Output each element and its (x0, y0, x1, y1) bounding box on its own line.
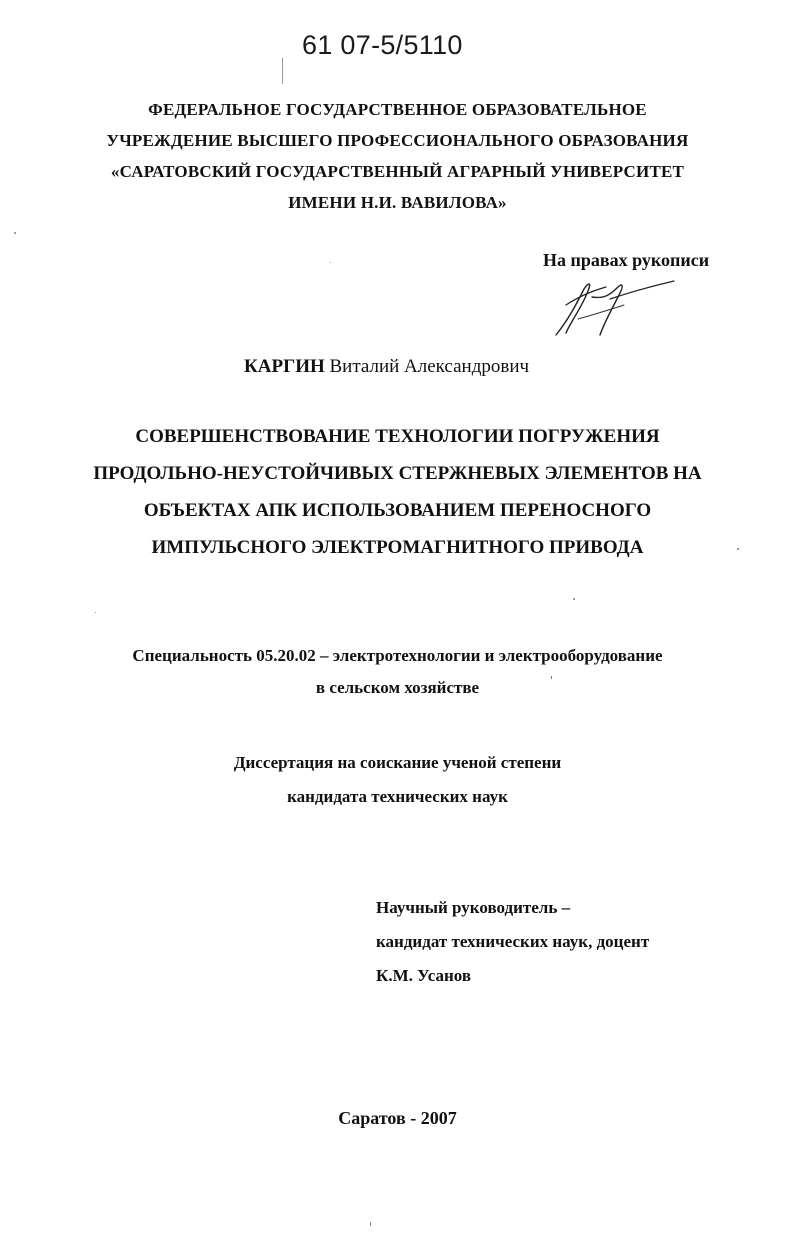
organization-line: УЧРЕЖДЕНИЕ ВЫСШЕГО ПРОФЕССИОНАЛЬНОГО ОБРАЗОВАНИЯ (106, 131, 689, 150)
supervisor-role: Научный руководитель – (376, 898, 571, 917)
author-surname: КАРГИН (244, 356, 325, 377)
degree-line: кандидата технических наук (287, 787, 508, 806)
rights-note: На правах рукописи (543, 250, 710, 270)
degree-block (40, 746, 755, 814)
supervisor-block (376, 891, 649, 993)
author-name (244, 356, 529, 378)
library-call-number: 61 07-5/5110 (302, 30, 463, 60)
city-year: Саратов - 2007 (338, 1108, 457, 1128)
specialty-line: в сельском хозяйстве (315, 678, 480, 697)
organization-line: ИМЕНИ Н.И. ВАВИЛОВА» (288, 193, 507, 212)
dissertation-title (40, 418, 755, 566)
scan-speck (14, 232, 16, 234)
title-line: ОБЪЕКТАХ АПК ИСПОЛЬЗОВАНИЕМ ПЕРЕНОСНОГО (143, 500, 652, 521)
scan-speck (370, 1222, 371, 1226)
title-line: ИМПУЛЬСНОГО ЭЛЕКТРОМАГНИТНОГО ПРИВОДА (151, 537, 644, 558)
scan-speck (573, 598, 575, 600)
scan-speck (330, 262, 331, 263)
handwritten-signature (548, 275, 678, 340)
title-line: ПРОДОЛЬНО-НЕУСТОЙЧИВЫХ СТЕРЖНЕВЫХ ЭЛЕМЕНТОВ НА (93, 463, 702, 484)
organization-block (60, 94, 735, 218)
title-line: СОВЕРШЕНСТВОВАНИЕ ТЕХНОЛОГИИ ПОГРУЖЕНИЯ (135, 426, 660, 447)
specialty-block (40, 640, 755, 704)
specialty-line: Специальность 05.20.02 – электротехнологии и электрооборудование (132, 646, 663, 665)
scan-speck (95, 612, 96, 613)
scan-speck (737, 548, 739, 550)
author-given-names: Виталий Александрович (329, 356, 530, 377)
organization-line: «САРАТОВСКИЙ ГОСУДАРСТВЕННЫЙ АГРАРНЫЙ УНИВЕРСИТЕТ (110, 162, 685, 181)
supervisor-name: К.М. Усанов (376, 966, 472, 985)
supervisor-credentials: кандидат технических наук, доцент (376, 932, 650, 951)
degree-line: Диссертация на соискание ученой степени (233, 753, 562, 772)
organization-line: ФЕДЕРАЛЬНОЕ ГОСУДАРСТВЕННОЕ ОБРАЗОВАТЕЛЬНОЕ (148, 100, 647, 119)
scan-mark (282, 58, 283, 84)
scan-speck (551, 676, 552, 679)
